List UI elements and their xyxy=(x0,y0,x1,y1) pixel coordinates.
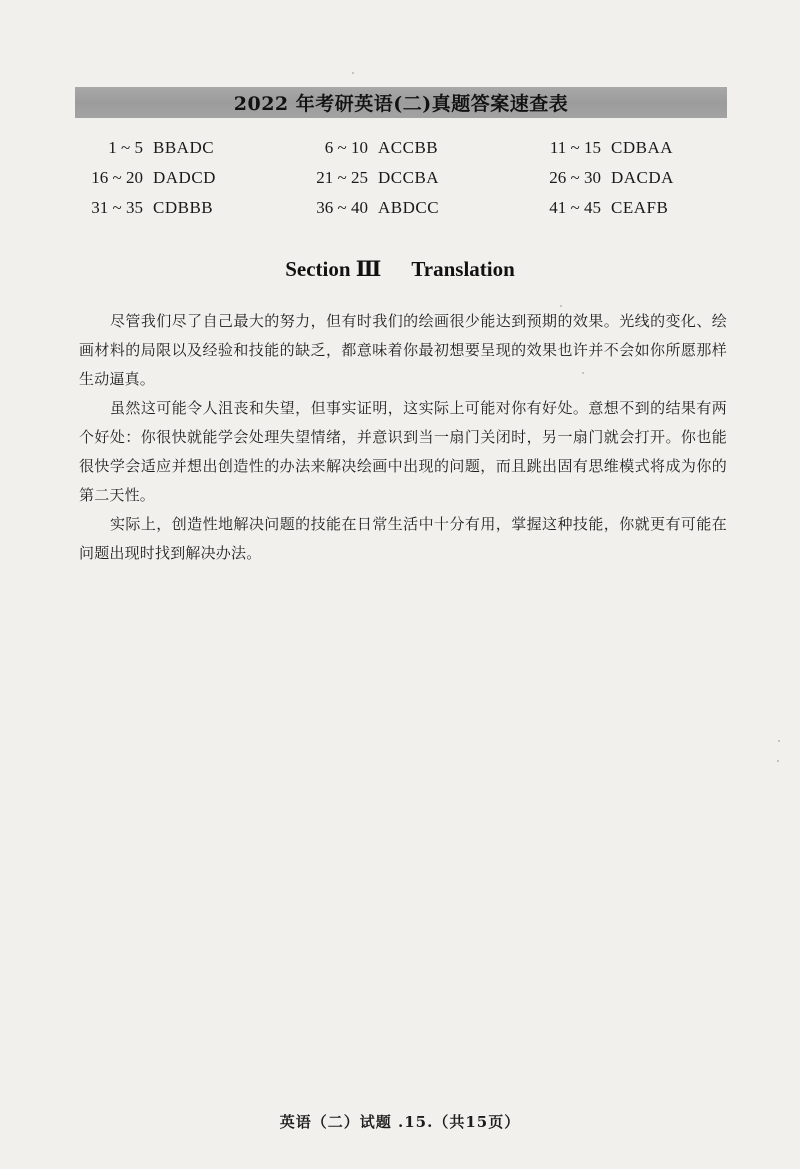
scan-speck xyxy=(777,760,779,762)
answer-keys: CEAFB xyxy=(611,198,669,217)
answer-cell xyxy=(300,198,439,218)
answer-cell xyxy=(300,138,438,158)
question-range: 16 ~ 20 xyxy=(91,168,143,187)
answer-keys: DACDA xyxy=(611,168,674,187)
translation-paragraph: 实际上，创造性地解决问题的技能在日常生活中十分有用，掌握这种技能，你就更有可能在问题出现时找到解决办法。 xyxy=(79,515,727,562)
scan-speck xyxy=(778,740,780,742)
answer-cell xyxy=(75,138,214,158)
answer-keys: CDBAA xyxy=(611,138,674,157)
answer-cell xyxy=(75,168,216,188)
section-heading xyxy=(0,256,800,282)
question-range: 11 ~ 15 xyxy=(549,138,601,157)
section-name: Translation xyxy=(411,257,515,281)
page-footer: 英语（二）试题 .15.（共15页） xyxy=(279,1113,521,1131)
question-range: 36 ~ 40 xyxy=(316,198,368,217)
scan-speck xyxy=(560,305,562,307)
translation-paragraph: 尽管我们尽了自己最大的努力，但有时我们的绘画很少能达到预期的效果。光线的变化、绘画材料的局限以及经验和技能的缺乏，都意味着你最初想要呈现的效果也许并不会如你所愿那样生动逼真。 xyxy=(79,312,727,388)
question-range: 41 ~ 45 xyxy=(549,198,601,217)
answer-table-title-bar xyxy=(75,87,727,118)
answer-table-title: 2022 年考研英语(二)真题答案速查表 xyxy=(233,93,569,115)
answer-cell xyxy=(533,138,673,158)
answer-keys: DADCD xyxy=(153,168,216,187)
answer-keys: BBADC xyxy=(153,138,215,157)
answer-keys: DCCBA xyxy=(378,168,440,187)
question-range: 21 ~ 25 xyxy=(316,168,368,187)
answer-cell xyxy=(533,198,668,218)
answer-row xyxy=(75,138,727,168)
answer-cell xyxy=(533,168,674,188)
section-label: Section Ⅲ xyxy=(285,257,382,281)
question-range: 6 ~ 10 xyxy=(324,138,368,157)
translation-text xyxy=(79,307,727,568)
answer-key-table xyxy=(75,138,727,228)
translation-paragraph: 虽然这可能令人沮丧和失望，但事实证明，这实际上可能对你有好处。意想不到的结果有两个好处：你很快就能学会处理失望情绪，并意识到当一扇门关闭时，另一扇门就会打开。你也能很快学会适应并想出创造性的办法来解决绘画中出现的问题，而且跳出固有思维模式将成为你的第二天性。 xyxy=(79,399,727,504)
answer-keys: ABDCC xyxy=(378,198,440,217)
answer-cell xyxy=(75,198,213,218)
answer-keys: CDBBB xyxy=(153,198,214,217)
question-range: 26 ~ 30 xyxy=(549,168,601,187)
scan-speck xyxy=(582,372,584,374)
answer-row xyxy=(75,198,727,228)
question-range: 31 ~ 35 xyxy=(91,198,143,217)
scan-speck xyxy=(352,72,354,74)
answer-row xyxy=(75,168,727,198)
question-range: 1 ~ 5 xyxy=(108,138,143,157)
answer-keys: ACCBB xyxy=(378,138,439,157)
answer-cell xyxy=(300,168,439,188)
